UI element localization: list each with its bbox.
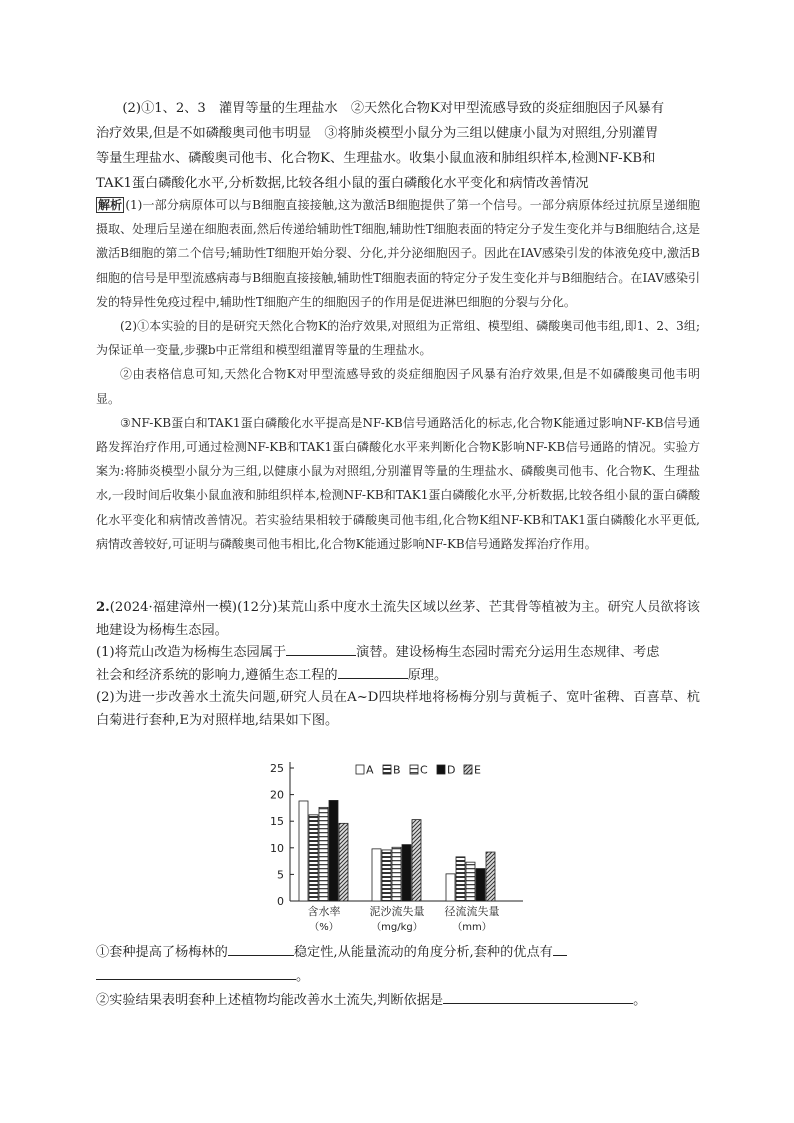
- question-source: (2024·福建漳州一模)(12分): [109, 600, 278, 615]
- sub2-text-a: ②实验结果表明套种上述植物均能改善水土流失,判断依据是: [96, 993, 444, 1008]
- answer-line-3: 等量生理盐水、磷酸奥司他韦、化合物K、生理盐水。收集小鼠血液和肺组织样本,检测NF-KB和: [96, 151, 656, 166]
- bar-E-0: [339, 823, 348, 901]
- bar-C-1: [392, 847, 401, 901]
- answer-line-2: 治疗效果,但是不如磷酸奥司他韦明显 ③将肺炎模型小鼠分为三组以健康小鼠为对照组,分别灌胃: [96, 126, 659, 141]
- legend-swatch-B: [383, 765, 391, 774]
- chart-x-labels: [308, 904, 500, 933]
- bar-C-2: [466, 862, 475, 901]
- question-2-part1-line1: [96, 642, 700, 665]
- bar-D-1: [402, 845, 411, 901]
- sub1-text-c: 。: [296, 969, 310, 984]
- y-tick-label: 0: [277, 895, 284, 908]
- chart-bars: [299, 800, 495, 901]
- answer-part2: [96, 96, 700, 196]
- subquestion-1-line1: [96, 941, 700, 965]
- legend-swatch-A: [356, 765, 364, 774]
- bar-A-1: [372, 849, 381, 901]
- answer-blank[interactable]: [553, 942, 567, 956]
- subquestion-2-line: [96, 989, 700, 1013]
- q1-text-c: 社会和经济系统的影响力,遵循生态工程的: [96, 667, 338, 683]
- legend-swatch-E: [464, 765, 472, 774]
- y-tick-label: 25: [270, 762, 284, 775]
- answer-line-1: (2)①1、2、3 灌胃等量的生理盐水 ②天然化合物K对甲型流感导致的炎症细胞因子风暴有: [122, 101, 665, 116]
- bar-A-0: [299, 801, 308, 901]
- question-2-subparts: [96, 941, 700, 1013]
- legend-swatch-C: [410, 765, 418, 774]
- y-tick-label: 15: [270, 815, 284, 829]
- category-label: 径流流失量: [444, 905, 500, 918]
- analysis-paragraph-4: ③NF-KB蛋白和TAK1蛋白磷酸化水平提高是NF-KB信号通路活化的标志,化合物K能通过影响NF-KB信号通路发挥治疗作用,可通过检测NF-KB和TAK1蛋白磷酸化水平来判断化合物K影响NF-KB信号通路的情况。实验方案为:将肺炎模型小鼠分为三组,以健康小鼠为对照组,分别灌胃等量的生理盐水、磷酸奥司他韦、化合物K、生理盐水,一段时间后收集小鼠血液和肺组织样本,检测NF-KB和TAK1蛋白磷酸化水平,分析数据,比较各组小鼠的蛋白磷酸化水平变化和病情改善情况。若实验结果相较于磷酸奥司他韦组,化合物K组NF-KB和TAK1蛋白磷酸化水平更低,病情改善较好,可证明与磷酸奥司他韦相比,化合物K能通过影响NF-KB信号通路发挥治疗作用。: [96, 415, 700, 551]
- category-unit: （%）: [309, 922, 339, 933]
- y-tick-label: 10: [270, 841, 284, 855]
- answer-blank[interactable]: [286, 642, 356, 656]
- sub1-text-b: 稳定性,从能量流动的角度分析,套种的优点有: [293, 945, 553, 960]
- q1-text-d: 原理。: [407, 667, 448, 683]
- question-number: 2.: [96, 600, 110, 615]
- answer-blank[interactable]: [338, 665, 408, 679]
- y-tick-label: 20: [270, 788, 284, 802]
- legend-label-D: D: [447, 763, 456, 777]
- answer-blank[interactable]: [228, 942, 294, 956]
- legend-label-A: A: [366, 763, 374, 777]
- y-tick-label: 5: [277, 868, 284, 882]
- sub1-text-a: ①套种提高了杨梅林的: [96, 945, 228, 960]
- bar-E-1: [412, 820, 421, 901]
- analysis-tag: 解析: [98, 198, 123, 212]
- q1-text-b: 演替。建设杨梅生态园时需充分运用生态规律、考虑: [356, 645, 660, 660]
- bar-B-2: [456, 857, 465, 901]
- category-label: 泥沙流失量: [369, 905, 425, 918]
- question-2-part2-intro: (2)为进一步改善水土流失问题,研究人员在A~D四块样地将杨梅分别与黄栀子、宽叶雀稗、百喜草、杭白菊进行套种,E为对照样地,结果如下图。: [96, 690, 700, 728]
- question-2-part1-line2: [96, 665, 700, 688]
- category-unit: （mm）: [452, 922, 492, 933]
- bar-chart: [0, 748, 794, 948]
- analysis-paragraph-3: ②由表格信息可知,天然化合物K对甲型流感导致的炎症细胞因子风暴有治疗效果,但是不如磷酸奥司他韦明显。: [96, 367, 700, 406]
- category-unit: （mg/kg）: [371, 922, 423, 933]
- bar-D-0: [329, 800, 338, 901]
- question-2-stem: [96, 597, 700, 642]
- chart-legend: [356, 764, 481, 777]
- answer-blank[interactable]: [443, 990, 633, 1004]
- legend-label-C: C: [420, 763, 428, 777]
- legend-swatch-D: [437, 765, 445, 774]
- category-label: 含水率: [307, 905, 341, 918]
- answer-line-4: TAK1蛋白磷酸化水平,分析数据,比较各组小鼠的蛋白磷酸化水平变化和病情改善情况: [96, 176, 589, 191]
- analysis-paragraph-1: [96, 193, 700, 314]
- bar-C-0: [319, 807, 328, 901]
- bar-E-2: [486, 852, 495, 901]
- sub2-text-b: 。: [633, 993, 647, 1008]
- answer-blank[interactable]: [96, 966, 296, 980]
- bar-D-2: [476, 869, 485, 901]
- analysis-paragraph-2: (2)①本实验的目的是研究天然化合物K的治疗效果,对照组为正常组、模型组、磷酸奥司他韦组,即1、2、3组;为保证单一变量,步骤b中正常组和模型组灌胃等量的生理盐水。: [96, 319, 700, 358]
- subquestion-1-line2: [96, 965, 700, 989]
- bar-B-0: [309, 815, 318, 901]
- bar-A-2: [446, 874, 455, 901]
- q1-text-a: (1)将荒山改造为杨梅生态园属于: [96, 645, 287, 660]
- legend-label-B: B: [393, 763, 401, 777]
- analysis-p1-text: (1)一部分病原体可以与B细胞直接接触,这为激活B细胞提供了第一个信号。一部分病原体经过抗原呈递细胞摄取、处理后呈递在细胞表面,然后传递给辅助性T细胞,辅助性T细胞表面的特定分子发生变化并与B细胞结合,这是激活B细胞的第二个信号;辅助性T细胞开始分裂、分化,并分泌细胞因子。因此在IAV感染引发的体液免疫中,激活B细胞的信号是甲型流感病毒与B细胞直接接触,辅助性T细胞表面的特定分子发生变化并与B细胞结合。在IAV感染引发的特异性免疫过程中,辅助性T细胞产生的细胞因子的作用是促进淋巴细胞的分裂与分化。: [96, 198, 700, 309]
- legend-label-E: E: [474, 763, 481, 777]
- bar-B-1: [382, 850, 391, 901]
- analysis-section: [96, 193, 700, 556]
- question-2: [96, 597, 700, 732]
- question-stem-text: 某荒山系中度水土流失区域以丝茅、芒萁骨等植被为主。研究人员欲将该地建设为杨梅生态园。: [96, 600, 700, 638]
